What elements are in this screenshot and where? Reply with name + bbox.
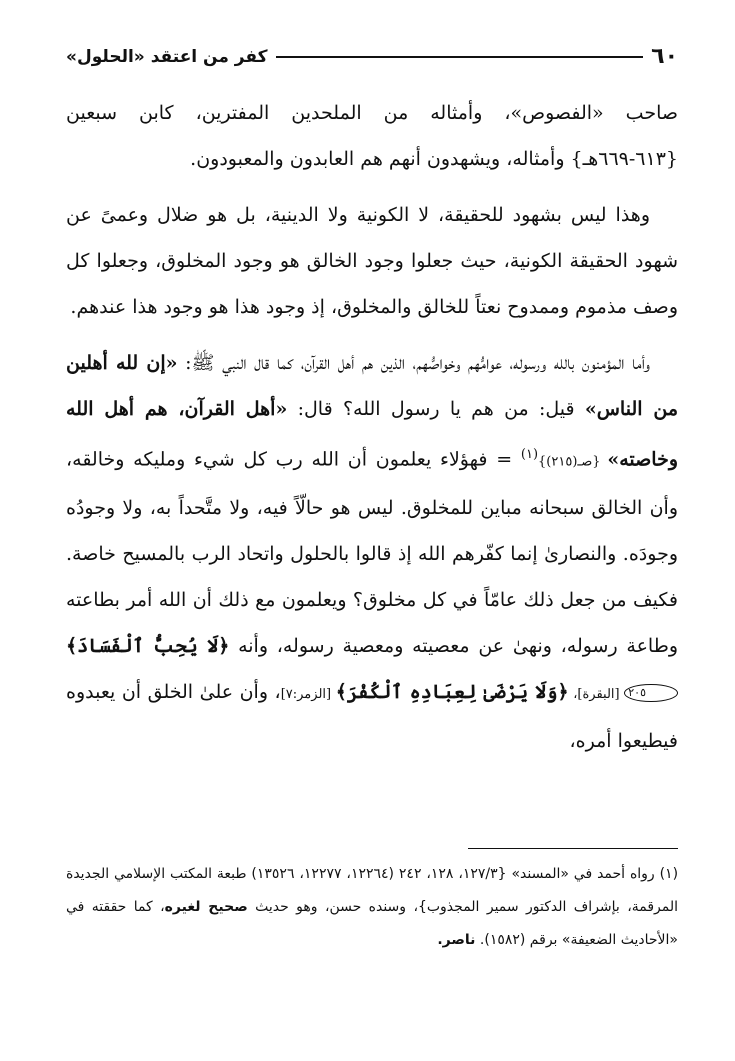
footnote-1-text-1: (١) رواه أحمد في «المسند» {١٢٧/٣، ١٢٨، ٢٤٢ (١٢٢٦٤، ١٢٢٧٧، ١٣٥٢٦) طبعة المكتب الإسلامي الجديدة المرقمة، بإشراف الدكتور سمير المجذوب}، وسنده حسن، وهو حديث — [66, 866, 679, 915]
footnote-1-grading: صحيح لغيره — [164, 899, 248, 915]
paragraph-3-text-1: وأما المؤمنون بالله ورسوله، عوامُّهم وخواصُّهم، الذين هم أهل القرآن، كما قال النبي ﷺ: — [177, 352, 651, 374]
footnote-divider — [468, 848, 678, 849]
paragraph-3 — [66, 340, 678, 764]
paragraph-3-text-2: قيل: من هم يا رسول الله؟ قال: — [287, 398, 585, 420]
paragraph-2: وهذا ليس بشهود للحقيقة، لا الكونية ولا الدينية، بل هو ضلال وعمىً عن شهود الحقيقة الكونية، حيث جعلوا وجود الخالق هو وجود المخلوق، وجعلوا كل وصف مذموم وممدوح نعتاً للخالق والمخلوق، إذ وجود هذا هو وجود هذا عندهم. — [66, 204, 678, 318]
footnote-1-text-2: ، كما حققته في «الأحاديث الضعيفة» برقم (١٥٨٢). — [66, 899, 678, 948]
quran-verse-2: ﴿وَلَا يَرْضَىٰ لِعِبَادِهِ ٱلْكُفْرَ﴾ — [335, 681, 569, 704]
page-header — [66, 40, 678, 74]
hadith-quote-2: «أهل القرآن، هم أهل الله وخاصته» — [66, 398, 678, 471]
main-text — [66, 90, 678, 764]
footnote-1 — [66, 858, 678, 957]
ayah-number-marker: ٢٠٥ — [624, 684, 678, 702]
footnotes — [66, 858, 678, 957]
surah-reference-1: [البقرة]، — [568, 687, 625, 703]
surah-reference-2: [الزمر:٧] — [280, 687, 336, 703]
paragraph-1: صاحب «الفصوص»، وأمثاله من الملحدين المفترين، كابن سبعين {٦١٣-٦٦٩هـ} وأمثاله، ويشهدون أنهم هم العابدون والمعبودون. — [66, 102, 678, 170]
page-reference: {صـ(٢١٥)} — [538, 454, 608, 470]
footnote-marker: (١) — [520, 447, 539, 462]
paragraph-3-text-3: = فهؤلاء يعلمون أن الله رب كل شيء ومليكه وخالقه، وأن الخالق سبحانه مباين للمخلوق. ليس هو حالّاً فيه، ولا متَّحداً به، ولا وجودُه وجودَه. والنصارىٰ إنما كفّرهم الله إذ قالوا بالحلول واتحاد الرب بالمسيح خاصة. فكيف من جعل ذلك عامّاً في كل مخلوق؟ ويعلمون مع ذلك أن الله أمر بطاعته وطاعة رسوله، ونهىٰ عن معصيته ومعصية رسوله، وأنه — [66, 448, 678, 658]
footnote-1-signature: ناصر. — [437, 932, 476, 948]
header-divider — [276, 56, 644, 58]
quran-verse-1: ﴿لَا يُحِبُّ ٱلْفَسَادَ﴾ — [66, 635, 230, 658]
paragraph-3-text-4: ، وأن علىٰ الخلق أن يعبدوه فيطيعوا أمره، — [66, 681, 678, 753]
book-page — [66, 40, 678, 1030]
hadith-quote-1: «إن لله أهلين من الناس» — [66, 352, 678, 420]
running-title: كفر من اعتقد «الحلول» — [66, 47, 268, 67]
page-number: ٦٠ — [651, 44, 678, 69]
